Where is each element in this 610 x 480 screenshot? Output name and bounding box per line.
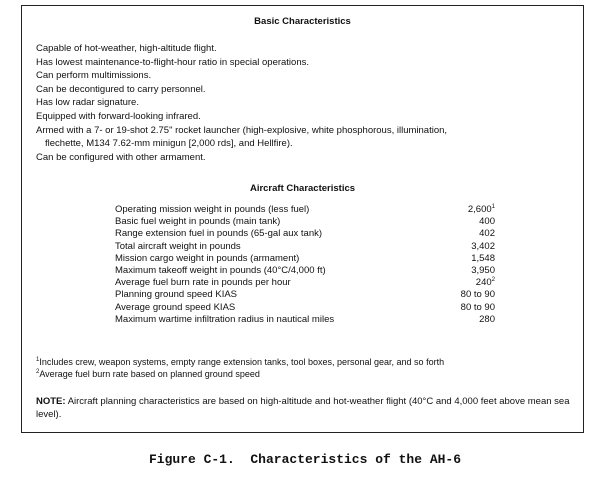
spec-value: 1,548: [471, 252, 495, 264]
spec-row: [115, 241, 495, 253]
spec-label: Range extension fuel in pounds (65-gal aux tank): [115, 228, 323, 240]
footnote-ref: 1: [491, 203, 495, 210]
spec-value: 400: [479, 216, 495, 228]
spec-row: [115, 204, 495, 216]
spec-value: 402: [479, 228, 495, 240]
basic-item: Can be decontigured to carry personnel.: [36, 83, 206, 95]
spec-row: [115, 253, 495, 265]
spec-value: $240^2$: [475, 276, 495, 289]
spec-row: [115, 265, 495, 277]
basic-characteristics-heading: Basic Characteristics: [254, 16, 351, 27]
spec-value: 80 to 90: [460, 301, 495, 313]
spec-row: [115, 228, 495, 240]
footnote-ref: 2: [491, 276, 495, 283]
spec-label: Maximum wartime infiltration radius in nautical miles: [115, 313, 335, 325]
footnote: $^1$Includes crew, weapon systems, empty range extension tanks, tool boxes, personal gear, and so forth: [36, 357, 445, 367]
spec-row: [115, 277, 495, 289]
basic-item-continuation: flechette, M134 7.62-mm minigun [2,000 rds], and Hellfire).: [45, 138, 293, 150]
basic-item: Equipped with forward-looking infrared.: [36, 110, 201, 122]
spec-row: [115, 289, 495, 301]
note-text: Aircraft planning characteristics are based on high-altitude and hot-weather flight (40°C and 4,000 feet above mean sea level).: [36, 396, 570, 420]
spec-label: Planning ground speed KIAS: [115, 289, 238, 301]
basic-item: Armed with a 7- or 19-shot 2.75" rocket launcher (high-explosive, white phosphorous, illumination,: [36, 124, 448, 136]
spec-row: [115, 302, 495, 314]
footnote-mark: 2: [36, 369, 40, 375]
spec-value: 3,950: [471, 264, 495, 276]
spec-label: Operating mission weight in pounds (less fuel): [115, 204, 310, 215]
figure-caption: Figure C-1. Characteristics of the AH-6: [148, 452, 462, 467]
spec-value: 80 to 90: [460, 289, 495, 301]
characteristics-table-frame: [21, 5, 584, 433]
spec-row: [115, 216, 495, 228]
planning-note: [36, 395, 576, 421]
aircraft-characteristics-heading: Aircraft Characteristics: [249, 183, 356, 194]
basic-item: Can perform multimissions.: [36, 70, 152, 82]
aircraft-characteristics-table: [115, 204, 495, 326]
spec-label: Basic fuel weight in pounds (main tank): [115, 216, 281, 228]
footnote-mark: 1: [36, 357, 40, 363]
spec-label: Total aircraft weight in pounds: [115, 240, 241, 252]
spec-label: Average fuel burn rate in pounds per hour: [115, 277, 291, 289]
spec-value: 2,600$^1$: [467, 203, 495, 215]
basic-item: Can be configured with other armament.: [36, 151, 206, 163]
spec-value: 3,402: [471, 240, 495, 252]
basic-item: Has low radar signature.: [36, 97, 139, 109]
spec-label: Maximum takeoff weight in pounds (40°C/4,000 ft): [115, 264, 326, 276]
spec-row: [115, 314, 495, 326]
spec-label: Average ground speed KIAS: [115, 301, 236, 313]
footnote: $^2$Average fuel burn rate based on planned ground speed: [36, 369, 260, 379]
basic-item: Has lowest maintenance-to-flight-hour ratio in special operations.: [36, 56, 309, 68]
basic-item: Capable of hot-weather, high-altitude flight.: [36, 43, 217, 54]
note-label: NOTE:: [36, 396, 66, 407]
basic-characteristics-list: [36, 42, 576, 164]
spec-label: Mission cargo weight in pounds (armament): [115, 252, 300, 264]
footnotes: [36, 356, 444, 380]
spec-value: 280: [479, 313, 495, 325]
